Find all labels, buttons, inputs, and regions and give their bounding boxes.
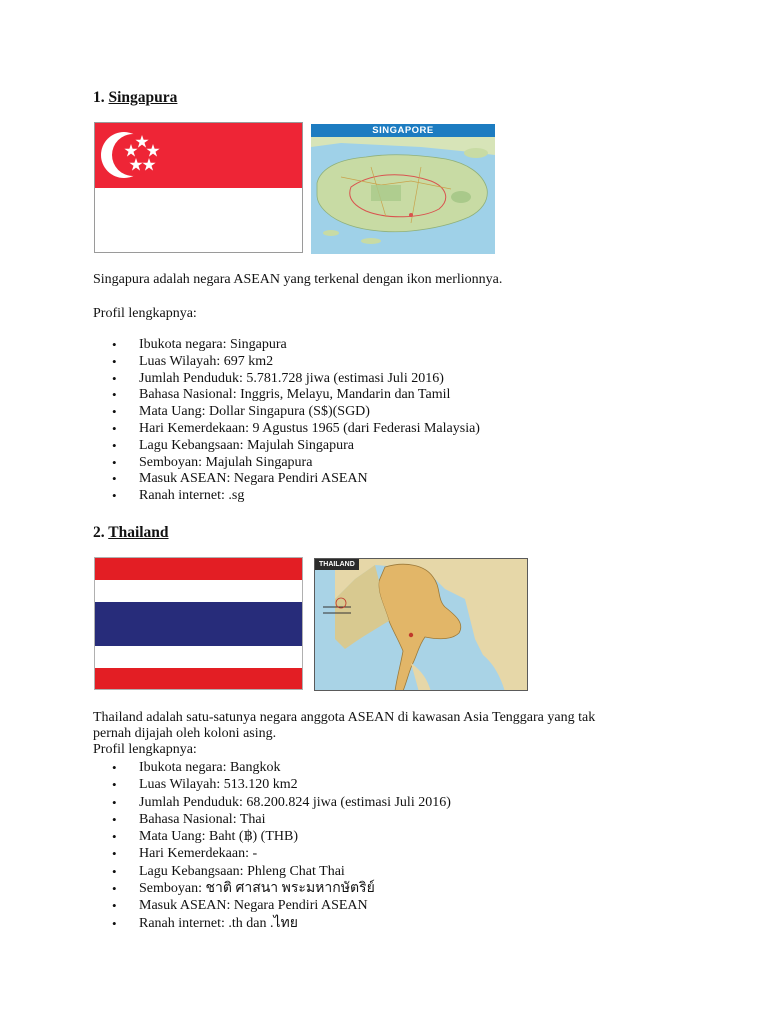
flag-red-stripe [95,558,302,580]
map-title-bar: SINGAPORE [311,124,495,137]
flag-red-stripe [95,668,302,690]
flag-white-stripe [95,580,302,602]
profile-list-singapura [93,337,480,505]
section-heading-thailand [93,524,169,542]
list-item: • Mata Uang: Baht (฿) (THB) [93,828,451,845]
flag-white-stripe [95,646,302,668]
list-item: • Ranah internet: .sg [93,488,480,505]
list-item: • Hari Kemerdekaan: - [93,845,451,862]
flag-blue-stripe [95,602,302,646]
thailand-region-map [315,559,528,691]
section-title: Thailand [108,524,169,541]
section-number: 2. [93,524,105,541]
profile-list-thailand [93,759,451,932]
list-item: • Ibukota negara: Singapura [93,337,480,354]
thailand-flag-image [94,557,303,690]
list-item: • Masuk ASEAN: Negara Pendiri ASEAN [93,897,451,914]
thailand-map-image [314,558,528,691]
list-item: • Jumlah Penduduk: 5.781.728 jiwa (estimasi Juli 2016) [93,371,480,388]
map-title-badge: THAILAND [315,559,359,570]
list-item: • Lagu Kebangsaan: Phleng Chat Thai [93,863,451,880]
profile-label: Profil lengkapnya: [93,306,197,321]
list-item: • Masuk ASEAN: Negara Pendiri ASEAN [93,471,480,488]
section-title: Singapura [108,89,178,106]
list-item: • Semboyan: Majulah Singapura [93,455,480,472]
list-item: • Bahasa Nasional: Inggris, Melayu, Mandarin dan Tamil [93,387,480,404]
list-item: • Luas Wilayah: 513.120 km2 [93,776,451,793]
list-item: • Semboyan: ชาติ ศาสนา พระมหากษัตริย์ [93,880,451,897]
crescent-and-stars-icon [95,123,303,253]
list-item: • Lagu Kebangsaan: Majulah Singapura [93,438,480,455]
list-item: • Ibukota negara: Bangkok [93,759,451,776]
list-item: • Luas Wilayah: 697 km2 [93,354,480,371]
list-item: • Hari Kemerdekaan: 9 Agustus 1965 (dari Federasi Malaysia) [93,421,480,438]
section-heading-singapura [93,89,177,107]
singapore-island-map [311,137,495,254]
section-description: Singapura adalah negara ASEAN yang terkenal dengan ikon merlionnya. [93,272,503,287]
list-item: • Bahasa Nasional: Thai [93,811,451,828]
singapore-flag-image [94,122,303,253]
list-item: • Mata Uang: Dollar Singapura (S$)(SGD) [93,404,480,421]
list-item: • Ranah internet: .th dan .ไทย [93,915,451,932]
section-number: 1. [93,89,105,106]
section-description-line-2: pernah dijajah oleh koloni asing. [93,726,277,741]
section-description-line-1: Thailand adalah satu-satunya negara anggota ASEAN di kawasan Asia Tenggara yang tak [93,710,596,725]
singapore-map-image [311,124,495,254]
profile-label: Profil lengkapnya: [93,742,197,757]
list-item: • Jumlah Penduduk: 68.200.824 jiwa (estimasi Juli 2016) [93,794,451,811]
